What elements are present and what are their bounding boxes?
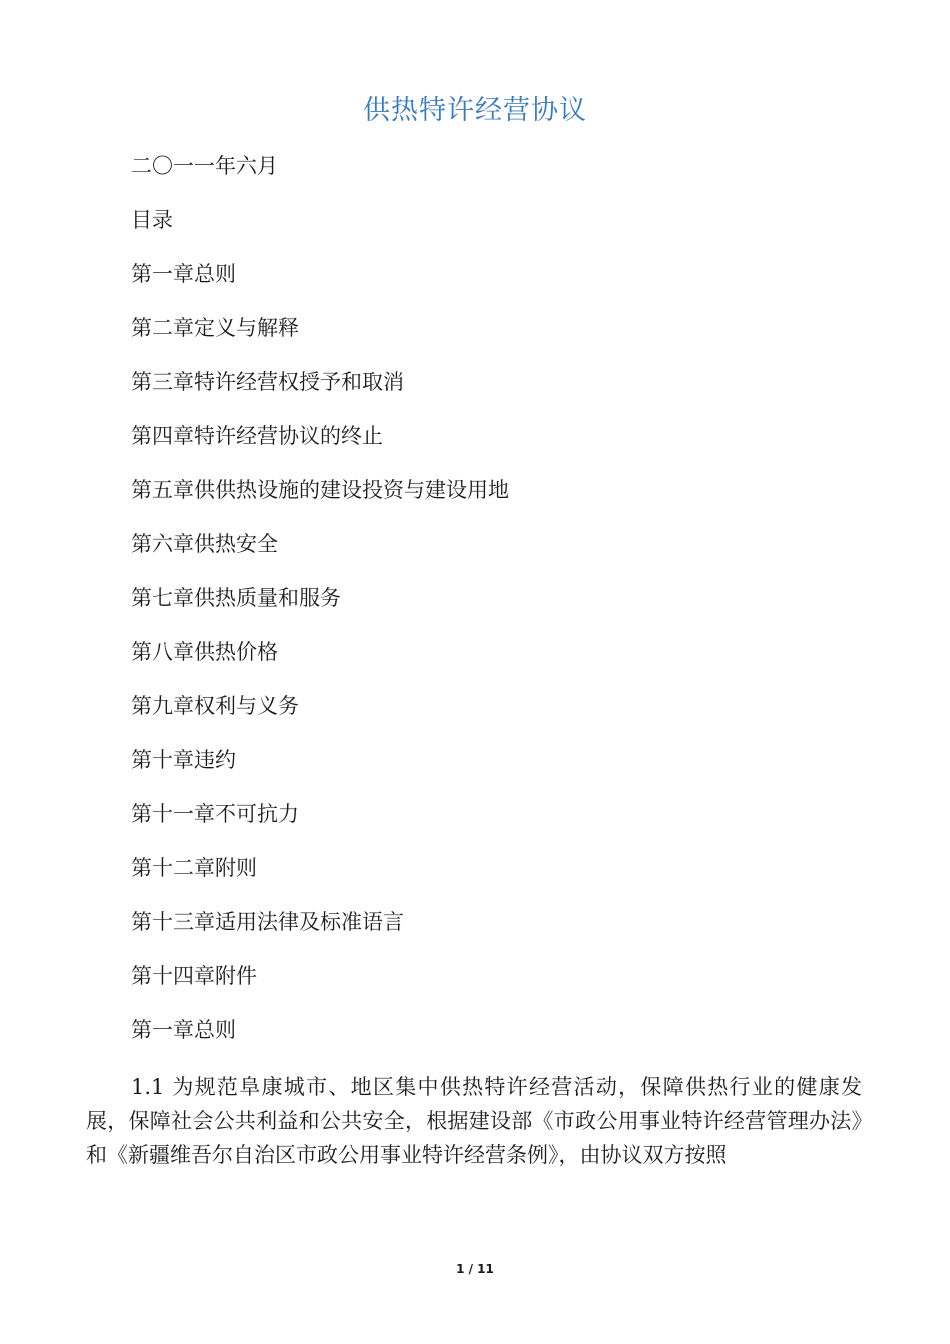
toc-item: 第一章总则	[131, 262, 236, 286]
date-line: 二〇一一年六月	[131, 154, 278, 178]
document-title: 供热特许经营协议	[363, 95, 587, 126]
toc-item: 第十一章不可抗力	[131, 802, 299, 826]
toc-item: 第四章特许经营协议的终止	[131, 424, 383, 448]
toc-item: 第十章违约	[131, 748, 236, 772]
toc-item: 第十二章附则	[131, 856, 257, 880]
page-indicator: 1 / 11	[456, 1262, 494, 1276]
toc-item: 第九章权利与义务	[131, 694, 299, 718]
toc-item: 第六章供热安全	[131, 532, 278, 556]
toc-item: 第五章供供热设施的建设投资与建设用地	[131, 478, 509, 502]
toc-item: 第七章供热质量和服务	[131, 586, 341, 610]
toc-heading: 目录	[131, 208, 173, 232]
toc-item: 第十四章附件	[131, 964, 257, 988]
toc-item: 第八章供热价格	[131, 640, 278, 664]
toc-item: 第十三章适用法律及标准语言	[131, 910, 404, 934]
chapter-heading: 第一章总则	[131, 1018, 236, 1042]
toc-item: 第二章定义与解释	[131, 316, 299, 340]
toc-item: 第三章特许经营权授予和取消	[131, 370, 404, 394]
body-paragraph: 1.1 为规范阜康城市、地区集中供热特许经营活动，保障供热行业的健康发展，保障社会公共利益和公共安全，根据建设部《市政公用事业特许经营管理办法》和《新疆维吾尔自治区市政公用事业特许经营条例》，由协议双方按照	[86, 1075, 862, 1167]
